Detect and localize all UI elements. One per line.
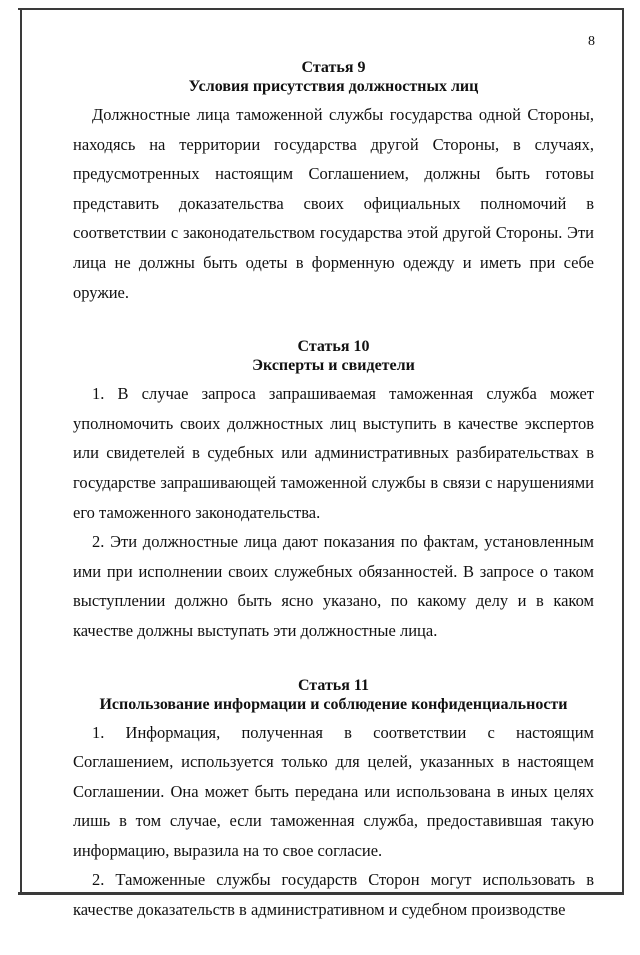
scan-edge-top — [18, 8, 624, 10]
article-number: Статья 10 — [297, 338, 370, 356]
paragraph: 2. Таможенные службы государств Сторон могут использовать в качестве доказательств в административном и судебном производстве — [73, 870, 594, 920]
scan-edge-right — [622, 8, 624, 893]
article-heading — [73, 58, 594, 96]
article-number: Статья 9 — [301, 59, 366, 76]
article-heading — [73, 337, 594, 375]
page-number: 8 — [588, 34, 595, 49]
paragraph: 1. В случае запроса запрашиваемая таможенная служба может уполномочить своих должностных лиц выступить в качестве экспертов или свидетелей в судебных или административных разбирательствах в государстве запрашивающей таможенной службы в связи с нарушениями его таможенного законодательства. — [73, 384, 594, 522]
article-title: Условия присутствия должностных лиц — [188, 78, 479, 95]
document-body — [73, 56, 594, 955]
scan-edge-left — [20, 8, 22, 893]
article-heading — [73, 676, 594, 714]
article-10 — [73, 337, 594, 645]
paragraph: 2. Эти должностные лица дают показания по фактам, установленным ими при исполнении своих служебных обязанностей. В запросе о таком выступлении должно быть ясно указано, по какому делу и в каком качестве должны выступать эти должностные лица. — [73, 532, 594, 640]
paragraph: 1. Информация, полученная в соответствии с настоящим Соглашением, используется только для целей, указанных в настоящем Соглашении. Она может быть передана или использована в иных целях лишь в том случае, если таможенная служба, предоставившая такую информацию, выразила на то свое согласие. — [73, 722, 594, 860]
paragraph: Должностные лица таможенной службы государства одной Стороны, находясь на территории государства другой Стороны, в случаях, предусмотренных настоящим Соглашением, должны быть готовы представить доказательства своих официальных полномочий в соответствии с законодательством государства этой другой Стороны. Эти лица не должны быть одеты в форменную одежду и иметь при себе оружие. — [73, 105, 594, 302]
article-9 — [73, 58, 594, 307]
article-title: Эксперты и свидетели — [252, 357, 415, 375]
article-11 — [73, 676, 594, 925]
article-number: Статья 11 — [297, 676, 370, 694]
article-title: Использование информации и соблюдение конфиденциальности — [99, 695, 568, 713]
